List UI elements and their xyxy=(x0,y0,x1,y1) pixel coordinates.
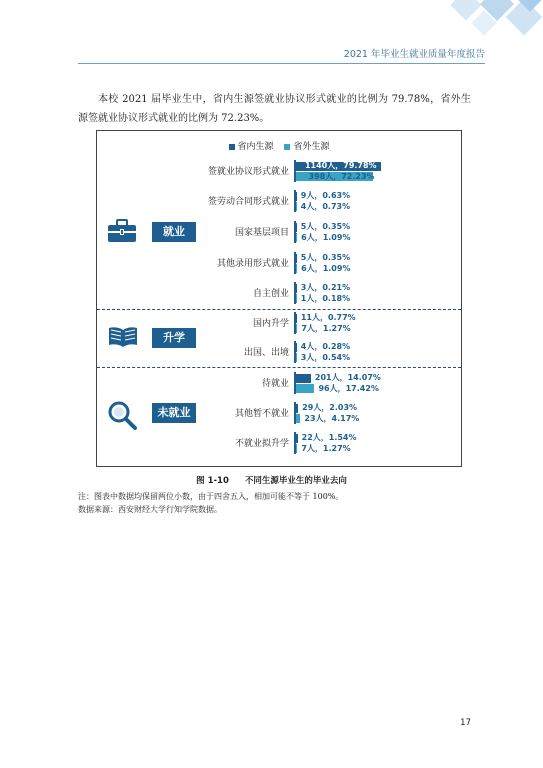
bar-out-province xyxy=(296,202,297,211)
source-line: 数据来源：西安财经大学行知学院数据。 xyxy=(78,505,222,514)
bar-out-province xyxy=(296,384,314,393)
category-label: 自主创业 xyxy=(252,289,289,299)
header-rule xyxy=(78,63,485,64)
category-label: 不就业拟升学 xyxy=(234,439,289,449)
bar-in-province xyxy=(296,284,297,293)
category-label: 其他暂不就业 xyxy=(234,409,289,419)
data-label-out-province: 6人，1.09% xyxy=(301,232,351,242)
data-label-in-province: 9人，0.63% xyxy=(300,190,351,200)
data-label-out-province: 23人，4.17% xyxy=(304,413,360,423)
group-badge: 未就业 xyxy=(152,403,196,423)
data-label-out-province: 3人，0.54% xyxy=(300,352,351,362)
bar-in-province xyxy=(296,314,297,323)
data-label-out-province: 4人，0.73% xyxy=(300,201,351,211)
category-label: 其他录用形式就业 xyxy=(216,259,289,269)
category-label: 签劳动合同形式就业 xyxy=(207,197,289,207)
data-label-in-province: 5人，0.35% xyxy=(300,221,351,231)
page-number: 17 xyxy=(460,718,471,728)
bar-out-province xyxy=(296,444,297,453)
category-label: 国家基层项目 xyxy=(234,228,289,238)
data-label-in-province: 29人，2.03% xyxy=(302,402,358,412)
category-label: 国内升学 xyxy=(252,319,289,329)
bar-out-province xyxy=(296,414,300,423)
category-label: 出国、出境 xyxy=(243,348,289,358)
data-label-out-province: 96人，17.42% xyxy=(318,383,379,393)
category-label: 签就业协议形式就业 xyxy=(207,167,289,177)
bar-out-province xyxy=(296,294,297,303)
legend-label-in-province: 省内生源 xyxy=(237,142,274,152)
group-badge: 就业 xyxy=(152,222,196,242)
bar-out-province xyxy=(296,233,297,242)
bar-out-province xyxy=(296,353,297,362)
data-label-out-province: 7人，1.27% xyxy=(301,323,351,333)
bar-in-province xyxy=(296,343,297,352)
data-label-in-province: 3人，0.21% xyxy=(300,282,351,292)
data-label-out-province: 1人，0.18% xyxy=(300,293,351,303)
group-separator xyxy=(97,309,461,310)
bar-in-province xyxy=(296,434,298,443)
data-label-out-province: 6人，1.09% xyxy=(301,263,351,273)
briefcase-icon xyxy=(107,219,137,247)
data-label-in-province: 22人，1.54% xyxy=(301,432,357,442)
chart-figure xyxy=(96,130,462,467)
data-label-in-province: 5人，0.35% xyxy=(300,252,351,262)
legend-label-out-province: 省外生源 xyxy=(293,142,330,152)
figure-title: 不同生源毕业生的毕业去向 xyxy=(244,476,347,486)
data-label-out-province: 7人，1.27% xyxy=(301,443,351,453)
bar-in-province xyxy=(296,192,297,201)
intro-paragraph: 本校 2021 届毕业生中，省内生源签就业协议形式就业的比例为 79.78%，省外生源签就业协议形式就业的比例为 72.23%。 xyxy=(78,94,471,124)
bar-in-province xyxy=(296,223,297,232)
data-label-in-province: 4人，0.28% xyxy=(300,341,351,351)
notes xyxy=(78,490,343,516)
book-icon xyxy=(107,325,139,353)
category-label: 待就业 xyxy=(261,379,289,389)
magnifier-icon xyxy=(107,400,137,434)
note-line: 注：图表中数据均保留两位小数，由于四舍五入，相加可能不等于 100%。 xyxy=(78,492,344,501)
header-title: 2021 年毕业生就业质量年度报告 xyxy=(343,49,485,60)
chart-legend xyxy=(97,139,461,152)
data-label-in-province: 1140人，79.78% xyxy=(304,161,377,170)
group-separator xyxy=(97,367,461,368)
bar-in-province xyxy=(296,404,298,413)
bar-out-province xyxy=(296,264,297,273)
bar-in-province xyxy=(296,374,311,383)
data-label-in-province: 11人，0.77% xyxy=(300,312,356,322)
group-badge: 升学 xyxy=(152,328,196,348)
figure-number: 图 1-10 xyxy=(196,476,229,486)
legend-item-in-province xyxy=(229,139,274,152)
data-label-in-province: 201人，14.07% xyxy=(314,372,381,382)
legend-swatch-in-province xyxy=(229,144,235,150)
figure-caption xyxy=(0,474,543,486)
bar-in-province xyxy=(296,254,297,263)
legend-swatch-out-province xyxy=(284,144,290,150)
data-label-out-province: 398人，72.23% xyxy=(308,172,375,181)
bar-out-province xyxy=(296,324,297,333)
legend-item-out-province xyxy=(284,139,329,152)
